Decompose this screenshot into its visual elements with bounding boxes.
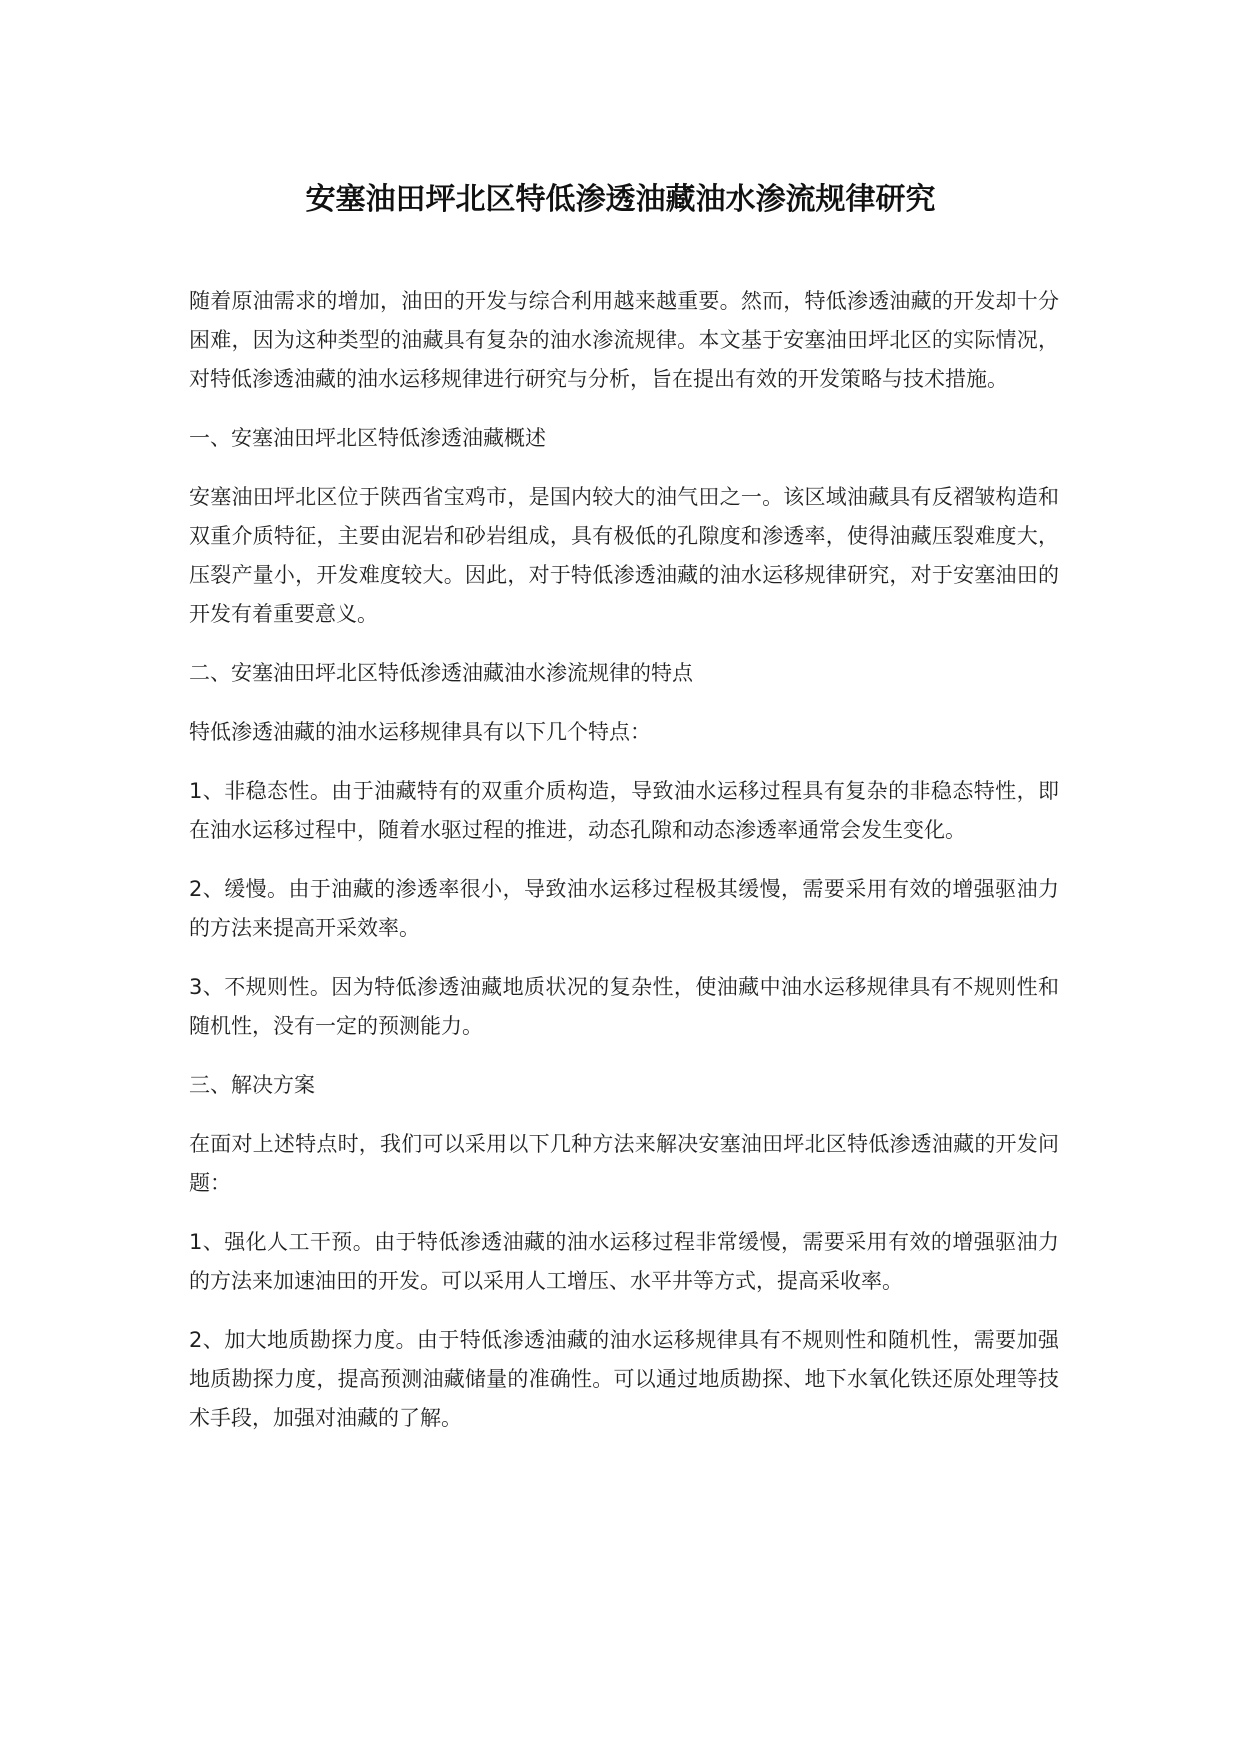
section-heading-1: 一、安塞油田坪北区特低渗透油藏概述 <box>189 426 546 450</box>
section-heading-2: 二、安塞油田坪北区特低渗透油藏油水渗流规律的特点 <box>189 661 693 685</box>
document-title: 安塞油田坪北区特低渗透油藏油水渗流规律研究 <box>305 182 936 217</box>
section-2-lead: 特低渗透油藏的油水运移规律具有以下几个特点： <box>189 720 651 744</box>
section-2-point-3: 3、不规则性。因为特低渗透油藏地质状况的复杂性，使油藏中油水运移规律具有不规则性和随机性，没有一定的预测能力。 <box>189 975 1059 1038</box>
section-3-point-1: 1、强化人工干预。由于特低渗透油藏的油水运移过程非常缓慢，需要采用有效的增强驱油力的方法来加速油田的开发。可以采用人工增压、水平井等方式，提高采收率。 <box>189 1230 1059 1293</box>
document-body <box>189 282 1059 1458</box>
section-3-point-2: 2、加大地质勘探力度。由于特低渗透油藏的油水运移规律具有不规则性和随机性，需要加强地质勘探力度，提高预测油藏储量的准确性。可以通过地质勘探、地下水氧化铁还原处理等技术手段，加强对油藏的了解。 <box>189 1328 1059 1430</box>
section-2-point-2: 2、缓慢。由于油藏的渗透率很小，导致油水运移过程极其缓慢，需要采用有效的增强驱油力的方法来提高开采效率。 <box>189 877 1059 940</box>
section-heading-3: 三、解决方案 <box>189 1073 315 1097</box>
intro-paragraph: 随着原油需求的增加，油田的开发与综合利用越来越重要。然而，特低渗透油藏的开发却十分困难，因为这种类型的油藏具有复杂的油水渗流规律。本文基于安塞油田坪北区的实际情况，对特低渗透油藏的油水运移规律进行研究与分析，旨在提出有效的开发策略与技术措施。 <box>189 289 1059 391</box>
section-3-lead: 在面对上述特点时，我们可以采用以下几种方法来解决安塞油田坪北区特低渗透油藏的开发问题： <box>189 1132 1059 1195</box>
section-2-point-1: 1、非稳态性。由于油藏特有的双重介质构造，导致油水运移过程具有复杂的非稳态特性，即在油水运移过程中，随着水驱过程的推进，动态孔隙和动态渗透率通常会发生变化。 <box>189 779 1059 842</box>
section-1-paragraph: 安塞油田坪北区位于陕西省宝鸡市，是国内较大的油气田之一。该区域油藏具有反褶皱构造和双重介质特征，主要由泥岩和砂岩组成，具有极低的孔隙度和渗透率，使得油藏压裂难度大，压裂产量小，开发难度较大。因此，对于特低渗透油藏的油水运移规律研究，对于安塞油田的开发有着重要意义。 <box>189 485 1059 626</box>
